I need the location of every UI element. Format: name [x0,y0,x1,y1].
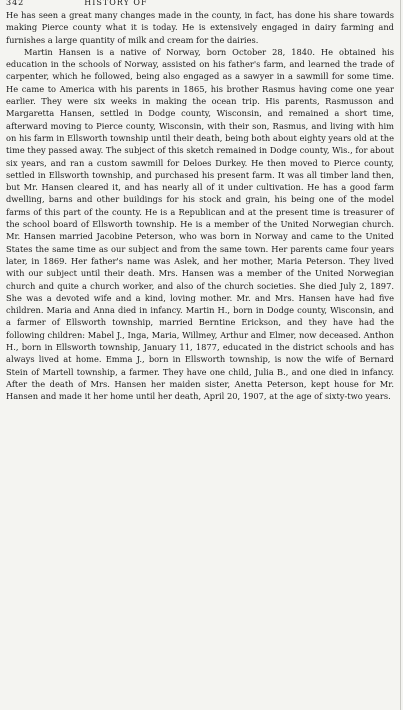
running-title: HISTORY OF [84,0,148,7]
page-edge-rule [400,0,401,710]
running-head [6,0,394,9]
page-number: 342 [6,0,25,7]
paragraph-martin-hansen: Martin Hansen is a native of Norway, born October 28, 1840. He obtained his education in the schools of Norway, assisted on his father's farm, and learned the trade of carpenter, which he followed, being also engaged as a sawyer in a sawmill for some time. He came to America with his parents in 1865, his brother Rasmus having come one year earlier. They were six weeks in making the ocean trip. His parents, Rasmusson and Margaretta Hansen, settled in Dodge county, Wisconsin, and remained a short time, afterward moving to Pierce county, Wisconsin, with their son, Rasmus, and living with him on his farm in Ellsworth township until their death, being both about eighty years old at the time they passed away. The subject of this sketch remained in Dodge county, Wis., for about six years, and ran a custom sawmill for Deloes Durkey. He then moved to Pierce county, settled in Ellsworth township, and purchased his present farm. It was all timber land then, but Mr. Hansen cleared it, and has nearly all of it under cultivation. He has a good farm dwelling, barns and other buildings for his stock and grain, his being one of the model farms of this part of the county. He is a Republican and at the present time is treasurer of the school board of Ellsworth township. He is a member of the United Norwegian church. Mr. Hansen married Jacobine Peterson, who was born in Norway and came to the United States the same time as our subject and from the same town. Her parents came four years later, in 1869. Her father's name was Aslek, and her mother, Maria Peterson. They lived with our subject until their death. Mrs. Hansen was a member of the United Norwegian church and quite a church worker, and also of the church societies. She died July 2, 1897. She was a devoted wife and a kind, loving mother. Mr. and Mrs. Hansen have had five children. Maria and Anna died in infancy. Martin H., born in Dodge county, Wisconsin, and a farmer of Ellsworth township, married Berntine Erickson, and they have had the following children: Mabel J., Inga, Maria, Willmey, Arthur and Elmer, now deceased. Anthon H., born in Ellsworth township, January 11, 1877, educated in the district schools and has always lived at home. Emma J., born in Ellsworth township, is now the wife of Bernard Stein of Martell township, a farmer. They have one child, Julia B., and one died in infancy. After the death of Mrs. Hansen her maiden sister, Anetta Peterson, kept house for Mr. Hansen and made it her home until her death, April 20, 1907, at the age of sixty-two years. [6,46,394,402]
paragraph-intro: He has seen a great many changes made in the county, in fact, has done his share towards making Pierce county what it is today. He is extensively engaged in dairy farming and furnishes a large quantity of milk and cream for the dairies. [6,10,394,45]
